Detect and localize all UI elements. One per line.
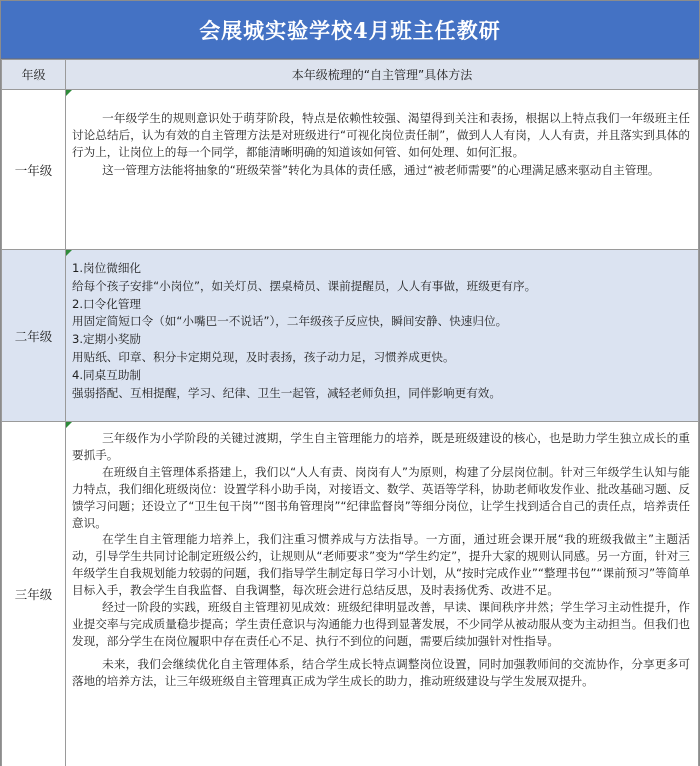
grade-cell[interactable]: 一年级 [2,90,66,250]
paragraph: 未来，我们会继续优化自主管理体系，结合学生成长特点调整岗位设置，同时加强教师间的交流协作，分享更多可落地的培养方法，让三年级班级自主管理真正成为学生成长的助力，推动班级建设与学生发展双提升。 [72,656,690,688]
table-header-row [2,60,699,90]
method-table [1,59,699,766]
method-content [66,422,698,690]
paragraph: 一年级学生的规则意识处于萌芽阶段，特点是依赖性较强、渴望得到关注和表扬，根据以上特点我们一年级班主任讨论总结后，认为有效的自主管理方法是对班级进行“可视化岗位责任制”，做到人人有岗，人人有责，并且落实到具体的行为上，让岗位上的每一个同学，都能清晰明确的知道该如何管、如何处理、如何汇报。 [72,111,690,160]
grade-cell[interactable]: 三年级 [2,422,66,766]
method-content [66,250,698,402]
method-cell[interactable] [66,90,699,250]
table-row-grade-3 [2,422,699,766]
title-bar [1,1,699,59]
method-cell[interactable] [66,250,699,422]
method-column-header[interactable]: 本年级梳理的“自主管理”具体方法 [66,60,699,90]
table-row-grade-2 [2,250,699,422]
method-detail: 强弱搭配、互相提醒，学习、纪律、卫生一起管，减轻老师负担，同伴影响更有效。 [72,385,501,400]
method-heading: 2.口令化管理 [72,296,142,311]
method-heading: 3.定期小奖励 [72,332,142,347]
paragraph: 在班级自主管理体系搭建上，我们以“人人有责、岗岗有人”为原则，构建了分层岗位制。针对三年级学生认知与能力特点，我们细化班级岗位：设置学科小助手岗，对接语文、数学、英语等学科，协助老师收发作业、批改基础习题、反馈学习问题；还设立了“卫生包干岗”“图书角管理岗”“纪律监督岗”等细分岗位，让学生找到适合自己的责任点，培养责任意识。 [72,464,690,530]
method-detail: 给每个孩子安排“小岗位”，如关灯员、摆桌椅员、课前提醒员，人人有事做，班级更有序。 [72,278,537,293]
paragraph: 三年级作为小学阶段的关键过渡期，学生自主管理能力的培养，既是班级建设的核心，也是助力学生独立成长的重要抓手。 [72,431,690,462]
sheet-title: 会展城实验学校4月班主任教研 [199,17,501,43]
table-row-grade-1 [2,90,699,250]
method-heading: 1.岗位微细化 [72,261,142,275]
paragraph: 经过一阶段的实践，班级自主管理初见成效：班级纪律明显改善，早读、课间秩序井然；学生学习主动性提升，作业提交率与完成质量稳步提高；学生责任意识与沟通能力也得到显著发展，不少同学从被动服从变为主动担当。但我们也发现，部分学生在岗位履职中存在责任心不足、执行不到位的问题，需要后续加强针对性指导。 [72,600,690,648]
method-cell[interactable] [66,422,699,766]
grade-column-header[interactable]: 年级 [2,60,66,90]
method-detail: 用固定简短口令（如“小嘴巴一不说话”），二年级孩子反应快，瞬间安静、快速归位。 [72,314,508,329]
method-content [66,90,698,179]
grade-cell[interactable]: 二年级 [2,250,66,422]
paragraph: 在学生自主管理能力培养上，我们注重习惯养成与方法指导。一方面，通过班会课开展“我的班级我做主”主题活动，引导学生共同讨论制定班级公约，让规则从“老师要求”变为“学生约定”，提升大家的规则认同感。另一方面，针对三年级学生自我规划能力较弱的问题，我们指导学生制定每日学习小计划，从“按时完成作业”“整理书包”“课前预习”等简单目标入手，教会学生自我监督、自我调整，每次班会进行总结反思，及时表扬优秀、改进不足。 [72,532,690,598]
method-detail: 用贴纸、印章、积分卡定期兑现，及时表扬，孩子动力足，习惯养成更快。 [72,349,455,364]
paragraph: 这一管理方法能将抽象的“班级荣誉”转化为具体的责任感，通过“被老师需要”的心理满足感来驱动自主管理。 [102,162,660,177]
method-heading: 4.同桌互助制 [72,367,142,382]
